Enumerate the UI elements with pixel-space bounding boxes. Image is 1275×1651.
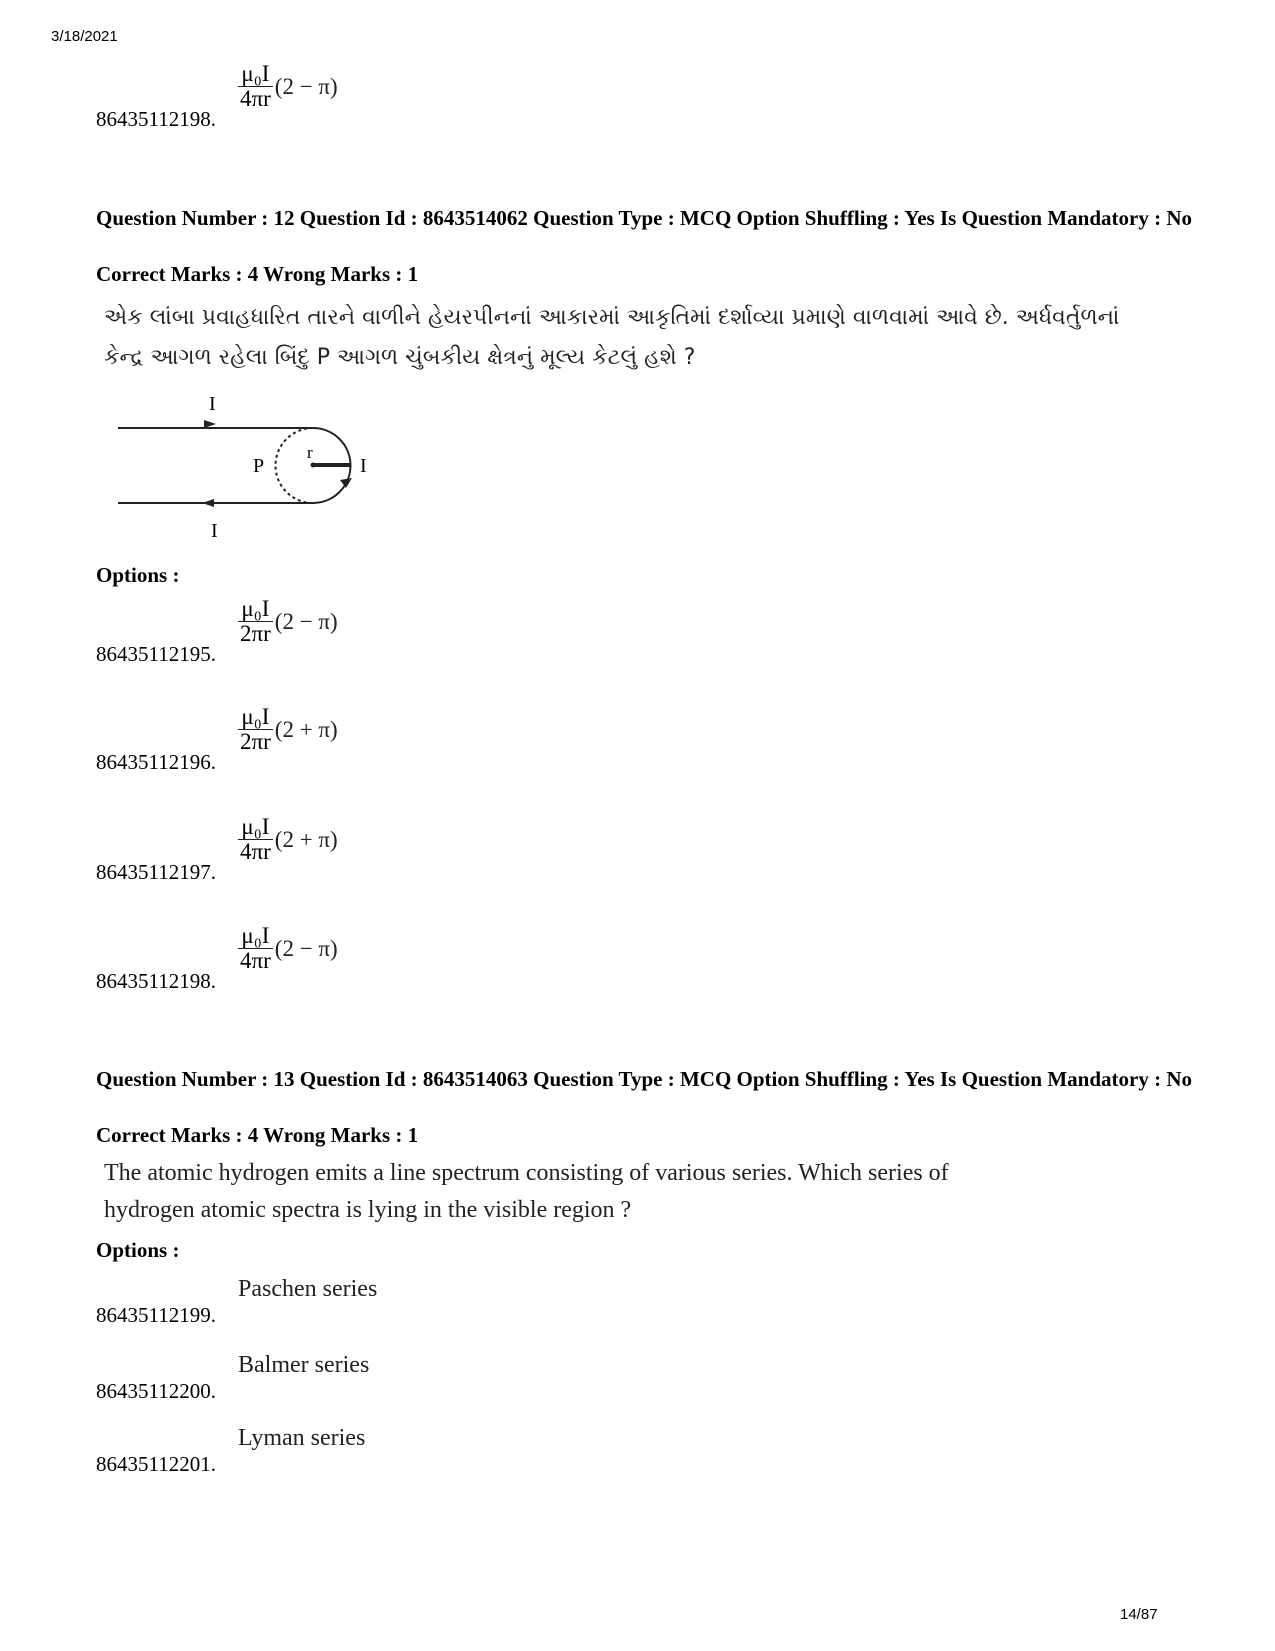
option-id: 86435112200. (96, 1379, 216, 1403)
print-date: 3/18/2021 (51, 28, 118, 45)
center-point (311, 463, 316, 468)
marks-line: Correct Marks : 4 Wrong Marks : 1 (96, 262, 419, 286)
option-id: 86435112199. (96, 1303, 216, 1327)
label-current-top: I (209, 393, 216, 415)
option-id: 86435112195. (96, 642, 216, 666)
formula-numerator: μ₀I (238, 815, 273, 840)
option-formula (238, 597, 338, 646)
question-heading: Question Number : 12 Question Id : 8643514062 Question Type : MCQ Option Shuffling : Yes Is Question Mandatory : No (96, 206, 1192, 230)
formula-numerator: μ₀I (238, 62, 273, 87)
options-label: Options : (96, 563, 180, 587)
option-row (96, 924, 696, 994)
formula-factor: (2 + π) (274, 716, 338, 742)
dashed-semicircle (276, 428, 314, 503)
formula-denominator: 4πr (240, 839, 271, 864)
formula-denominator: 4πr (240, 86, 271, 111)
formula-factor: (2 − π) (274, 73, 338, 99)
option-formula (238, 815, 338, 864)
option-formula (238, 924, 338, 973)
option-id: 86435112196. (96, 750, 216, 774)
option-row (96, 1276, 696, 1328)
arrow-down-icon (340, 478, 352, 488)
label-current-right: I (360, 455, 367, 477)
question-heading: Question Number : 13 Question Id : 8643514063 Question Type : MCQ Option Shuffling : Yes Is Question Mandatory : No (96, 1067, 1192, 1091)
option-row (96, 1352, 696, 1404)
option-text: Balmer series (238, 1352, 370, 1378)
label-point: P (253, 455, 265, 477)
formula-denominator: 2πr (240, 729, 271, 754)
question-text (104, 298, 1164, 378)
formula-factor: (2 + π) (274, 826, 338, 852)
option-id: 86435112197. (96, 860, 216, 884)
question-text-line: The atomic hydrogen emits a line spectrum consisting of various series. Which series of (104, 1160, 949, 1186)
formula-denominator: 4πr (240, 948, 271, 973)
formula-numerator: μ₀I (238, 924, 273, 949)
formula-numerator: μ₀I (238, 705, 273, 730)
formula-denominator: 2πr (240, 621, 271, 646)
question-text (104, 1155, 1164, 1229)
option-row (96, 815, 696, 885)
label-current-bottom: I (211, 520, 218, 542)
options-label: Options : (96, 1238, 180, 1262)
option-formula (238, 705, 338, 754)
option-row (96, 62, 696, 132)
option-id: 86435112201. (96, 1452, 216, 1476)
question-text-line: એક લાંબા પ્રવાહધારિત તારને વાળીને હેયરપીનનાં આકારમાં આકૃતિમાં દર્શાવ્યા પ્રમાણે વાળવામાં આવે છે. અર્ધવર્તુળનાં (104, 305, 1120, 330)
option-row (96, 1425, 696, 1477)
option-text: Paschen series (238, 1276, 378, 1302)
page-number: 14/87 (1120, 1606, 1158, 1623)
question-text-line: કેન્દ્ર આગળ રહેલા બિંદુ P આગળ ચુંબકીય ક્ષેત્રનું મૂલ્ય કેટલું હશે ? (104, 345, 696, 370)
option-row (96, 705, 696, 775)
option-row (96, 597, 696, 667)
arrow-left-icon (202, 499, 214, 507)
formula-factor: (2 − π) (274, 608, 338, 634)
hairpin-wire-figure (110, 390, 390, 550)
formula-factor: (2 − π) (274, 935, 338, 961)
marks-line: Correct Marks : 4 Wrong Marks : 1 (96, 1123, 419, 1147)
label-radius: r (307, 443, 313, 462)
option-id: 86435112198. (96, 107, 216, 131)
arrow-right-icon (204, 420, 216, 428)
option-formula (238, 62, 338, 111)
formula-numerator: μ₀I (238, 597, 273, 622)
option-text: Lyman series (238, 1425, 366, 1451)
question-text-line: hydrogen atomic spectra is lying in the visible region ? (104, 1197, 632, 1223)
option-id: 86435112198. (96, 969, 216, 993)
